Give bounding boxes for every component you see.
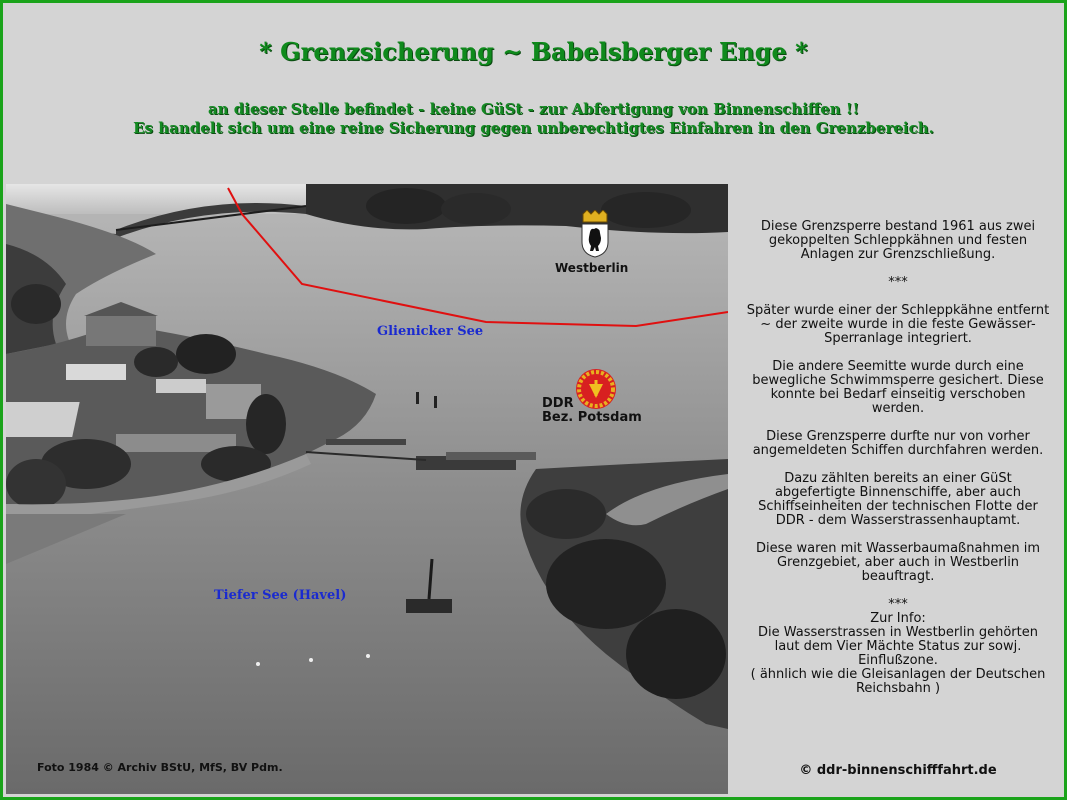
info-paragraph-2: Später wurde einer der Schleppkähne entfernt ~ der zweite wurde in die feste Gewässer-Sperranlage integriert. bbox=[746, 303, 1050, 346]
info-paragraph-3: Die andere Seemitte wurde durch eine bewegliche Schwimmsperre gesichert. Diese konnte bei Bedarf einseitig verschoben werden. bbox=[752, 359, 1044, 416]
aerial-photo bbox=[6, 184, 728, 794]
info-paragraph-8: ( ähnlich wie die Gleisanlagen der Deutschen Reichsbahn ) bbox=[750, 667, 1046, 696]
subtitle-line-1: an dieser Stelle befindet - keine GüSt - zur Abfertigung von Binnenschiffen !! bbox=[207, 100, 860, 118]
label-westberlin: Westberlin bbox=[555, 261, 629, 275]
site-copyright: © ddr-binnenschifffahrt.de bbox=[799, 763, 997, 778]
info-paragraph-1: Diese Grenzsperre bestand 1961 aus zwei gekoppelten Schleppkähnen und festen Anlagen zur Grenzschließung. bbox=[760, 219, 1036, 262]
aerial-photo-drawing bbox=[6, 184, 728, 794]
info-sidebar bbox=[745, 220, 1051, 696]
label-ddr bbox=[542, 397, 642, 425]
separator-1: *** bbox=[888, 275, 908, 290]
info-paragraph-7: Die Wasserstrassen in Westberlin gehörten laut dem Vier Mächte Status zur sowj. Einflußzone. bbox=[758, 625, 1038, 668]
separator-2: *** bbox=[888, 597, 908, 612]
berlin-bear-coat-of-arms-icon bbox=[579, 210, 611, 258]
info-paragraph-6: Diese waren mit Wasserbaumaßnahmen im Grenzgebiet, aber auch in Westberlin beauftragt. bbox=[756, 541, 1040, 584]
info-paragraph-4: Diese Grenzsperre durfte nur von vorher angemeldeten Schiffen durchfahren werden. bbox=[752, 429, 1044, 458]
label-tiefer-see: Tiefer See (Havel) bbox=[214, 588, 347, 603]
label-ddr-line-1: DDR bbox=[542, 396, 574, 411]
page-title: * Grenzsicherung ~ Babelsberger Enge * bbox=[259, 37, 808, 66]
photo-credit: Foto 1984 © Archiv BStU, MfS, BV Pdm. bbox=[37, 761, 283, 774]
label-ddr-line-2: Bez. Potsdam bbox=[542, 410, 642, 425]
label-glienicker-see: Glienicker See bbox=[377, 324, 484, 339]
info-paragraph-5: Dazu zählten bereits an einer GüSt abgefertigte Binnenschiffe, aber auch Schiffseinheiten der technischen Flotte der DDR - dem Wasserstrassenhauptamt. bbox=[758, 471, 1038, 528]
info-heading: Zur Info: bbox=[870, 611, 926, 626]
subtitle-line-2: Es handelt sich um eine reine Sicherung gegen unberechtigtes Einfahren in den Grenzbereich. bbox=[133, 119, 934, 137]
